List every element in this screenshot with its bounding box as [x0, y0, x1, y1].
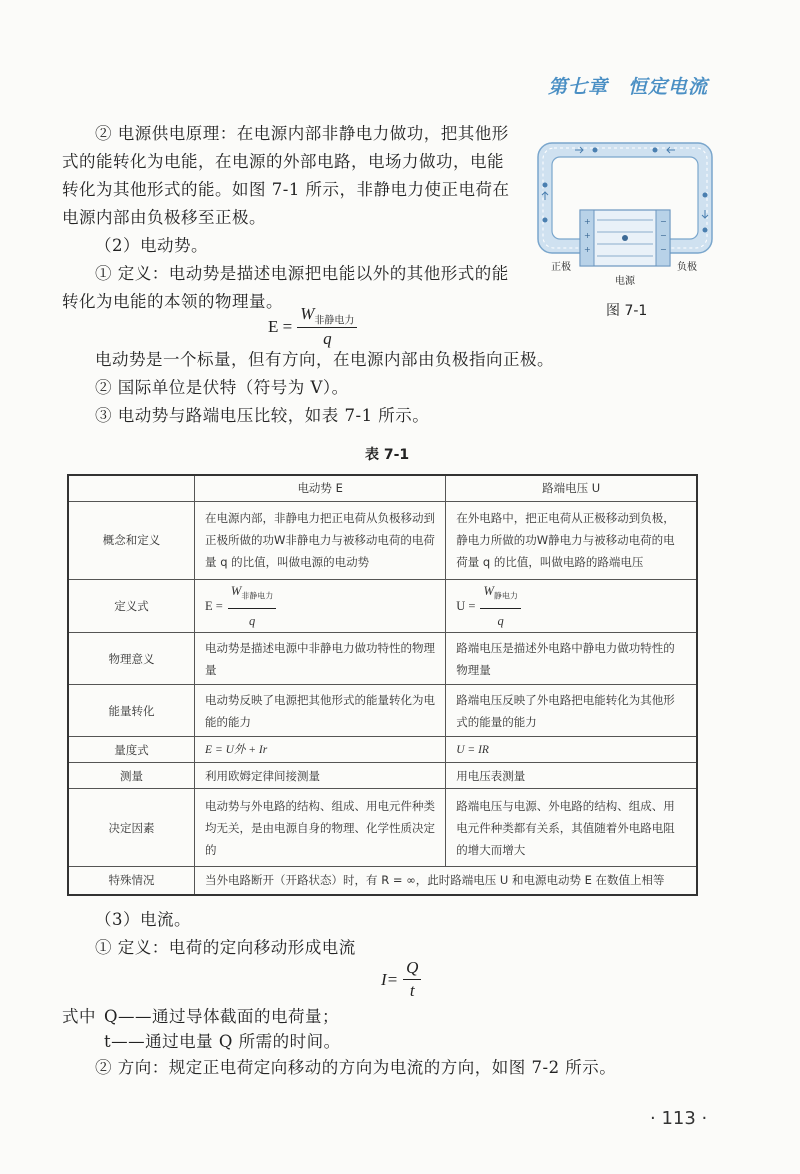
cell-voltage-formula-sub: 静电力 — [493, 591, 518, 600]
table-row — [68, 579, 697, 633]
heading-emf: （2）电动势。 — [95, 236, 208, 255]
page-number: · 113 · — [650, 1108, 708, 1129]
heading-current: （3）电流。 — [95, 910, 191, 929]
table-title: 表 7-1 — [365, 447, 410, 463]
cell-emf: 在电源内部，非静电力把正电荷从负极移动到正极所做的功W非静电力与被移动电荷的电荷量 q 的比值，叫做电源的电动势 — [195, 501, 446, 579]
cell-voltage: U = IR — [446, 737, 697, 763]
cell-emf-formula — [195, 579, 446, 633]
formula-emf-sub: 非静电力 — [314, 315, 355, 327]
formula-emf — [268, 304, 357, 349]
formula-current-den: t — [409, 981, 415, 1000]
table-row — [68, 633, 697, 685]
row-label: 量度式 — [68, 737, 195, 763]
paragraph-current-definition: ① 定义：电荷的定向移动形成电流 — [95, 938, 356, 957]
row-label: 物理意义 — [68, 633, 195, 685]
formula-emf-num: W — [300, 304, 315, 323]
figure-label-negative: 负极 — [677, 262, 697, 273]
svg-text:+: + — [584, 231, 591, 240]
formula-current-lhs: I= — [381, 969, 399, 989]
note-t: t——通过电量 Q 所需的时间。 — [104, 1032, 341, 1051]
row-label: 概念和定义 — [68, 501, 195, 579]
svg-text:+: + — [584, 217, 591, 226]
table-row — [68, 737, 697, 763]
comparison-table — [67, 474, 698, 896]
cell-emf: E = U外 + Ir — [195, 737, 446, 763]
cell-emf-formula-sub: 非静电力 — [241, 591, 274, 600]
formula-emf-lhs: E = — [268, 316, 293, 336]
svg-text:+: + — [584, 245, 591, 254]
cell-emf-formula-den: q — [248, 614, 256, 628]
note-q: Q——通过导体截面的电荷量； — [104, 1007, 340, 1026]
table-row — [68, 867, 697, 895]
table-row — [68, 501, 697, 579]
paragraph-emf-scalar: 电动势是一个标量，但有方向，在电源内部由负极指向正极。 — [95, 350, 554, 369]
table-row — [68, 763, 697, 789]
cell-emf: 电动势反映了电源把其他形式的能量转化为电能的能力 — [195, 685, 446, 737]
formula-current-num: Q — [403, 958, 421, 980]
cell-voltage-formula-den: q — [497, 614, 504, 628]
formula-current — [381, 958, 421, 1001]
table-header-empty — [68, 475, 195, 501]
cell-voltage: 路端电压是描述外电路中静电力做功特性的物理量 — [446, 633, 697, 685]
cell-voltage: 用电压表测量 — [446, 763, 697, 789]
paragraph-comparison: ③ 电动势与路端电压比较，如表 7-1 所示。 — [95, 406, 430, 425]
row-label: 定义式 — [68, 579, 195, 633]
cell-emf: 利用欧姆定律间接测量 — [195, 763, 446, 789]
figure-label-positive: 正极 — [551, 262, 571, 273]
cell-emf-formula-num: W — [230, 583, 242, 598]
row-label: 特殊情况 — [68, 867, 195, 895]
table-header-voltage: 路端电压 U — [446, 475, 697, 501]
svg-text:−: − — [660, 245, 667, 254]
figure-7-1-battery-circuit — [535, 140, 715, 290]
paragraph-emf-definition: ① 定义：电动势是描述电源把电能以外的其他形式的能转化为电能的本领的物理量。 — [62, 264, 509, 311]
note-prefix: 式中 — [62, 1007, 96, 1026]
cell-emf-formula-lhs: E = — [205, 598, 223, 613]
cell-voltage-formula — [446, 579, 697, 633]
cell-merged: 当外电路断开（开路状态）时，有 R = ∞，此时路端电压 U 和电源电动势 E 在数值上相等 — [195, 867, 697, 895]
table-row — [68, 789, 697, 867]
row-label: 能量转化 — [68, 685, 195, 737]
formula-emf-den: q — [323, 329, 332, 349]
paragraph-current-direction: ② 方向：规定正电荷定向移动的方向为电流的方向，如图 7-2 所示。 — [95, 1058, 617, 1077]
table-header-emf: 电动势 E — [195, 475, 446, 501]
table-row — [68, 685, 697, 737]
svg-text:−: − — [660, 217, 667, 226]
cell-emf: 电动势是描述电源中非静电力做功特性的物理量 — [195, 633, 446, 685]
cell-voltage: 路端电压反映了外电路把电能转化为其他形式的能量的能力 — [446, 685, 697, 737]
paragraph-si-unit: ② 国际单位是伏特（符号为 V）。 — [95, 378, 349, 397]
figure-label-source: 电源 — [615, 276, 635, 287]
cell-voltage-formula-lhs: U = — [456, 598, 476, 613]
paragraph-power-principle: ② 电源供电原理：在电源内部非静电力做功，把其他形式的能转化为电能，在电源的外部电路，电场力做功，电能转化为其他形式的能。如图 7-1 所示，非静电力使正电荷在电源内部由负极移至正极。 — [62, 124, 510, 227]
row-label: 测量 — [68, 763, 195, 789]
cell-voltage: 在外电路中，把正电荷从正极移动到负极，静电力所做的功W静电力与被移动电荷的电荷量 q 的比值，叫做电路的路端电压 — [446, 501, 697, 579]
figure-caption: 图 7-1 — [606, 303, 648, 319]
cell-emf: 电动势与外电路的结构、组成、用电元件种类均无关，是由电源自身的物理、化学性质决定的 — [195, 789, 446, 867]
chapter-header: 第七章 恒定电流 — [547, 76, 708, 98]
cell-voltage: 路端电压与电源、外电路的结构、组成、用电元件种类都有关系，其值随着外电路电阻的增大而增大 — [446, 789, 697, 867]
table-header-row — [68, 475, 697, 501]
row-label: 决定因素 — [68, 789, 195, 867]
svg-text:−: − — [660, 231, 667, 240]
cell-voltage-formula-num: W — [483, 583, 494, 598]
